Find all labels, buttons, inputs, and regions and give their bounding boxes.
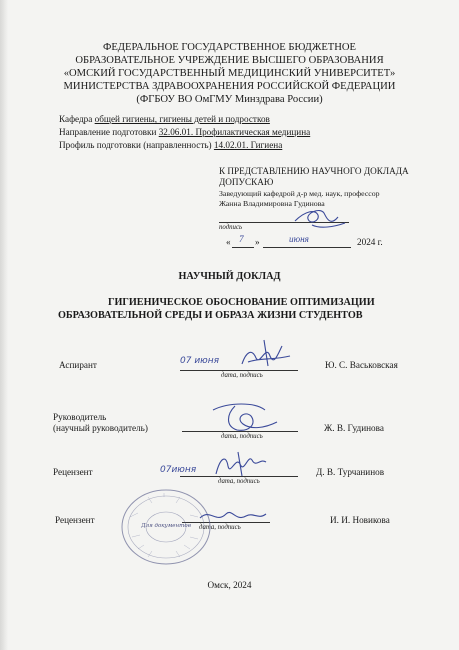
header-line-1: ФЕДЕРАЛЬНОЕ ГОСУДАРСТВЕННОЕ БЮДЖЕТНОЕ [102,42,357,53]
city-year: Омск, 2024 [207,580,252,590]
department-value: общей гигиены, гигиены детей и подростков [94,114,270,124]
approval-signature [290,205,350,231]
approval-line-3: Заведующий кафедрой д-р мед. наук, профессор [219,189,380,198]
sig-role-4: Рецензент [55,515,95,525]
stamp-center-text: Для документов [141,523,191,529]
sig-role-1: Аспирант [59,360,97,370]
sig-name-1: Ю. С. Васьковская [325,360,398,370]
sig-role-2b: (научный руководитель) [53,423,148,433]
approval-date-day: 7 [239,234,244,244]
profile-label: Профиль подготовки (направленность) [59,140,212,150]
title-line-1: ГИГИЕНИЧЕСКОЕ ОБОСНОВАНИЕ ОПТИМИЗАЦИИ [108,297,375,308]
approval-date-close: » [255,237,260,247]
signature-1 [178,336,298,372]
sig-role-3: Рецензент [53,467,93,477]
signature-4 [196,506,272,526]
direction-value: 32.06.01. Профилактическая медицина [158,127,311,137]
sig-caption-3: дата, подпись [218,478,260,485]
sig-name-4: И. И. Новикова [330,515,390,525]
approval-date-year: 2024 г. [357,237,383,247]
sig-caption-4: дата, подпись [199,524,241,531]
approval-line-4: Жанна Владимировна Гудинова [219,199,325,208]
signature-3 [158,448,278,480]
profile-line [59,140,282,150]
sig-name-3: Д. В. Турчанинов [316,467,385,477]
department-line [59,114,270,124]
direction-line [59,127,310,137]
stamp-seal [118,487,214,567]
sig-date-3: 07июня [160,465,197,475]
header-line-5: (ФГБОУ ВО ОмГМУ Минздрава России) [136,94,323,105]
sig-date-1: 07 июня [180,356,220,366]
document-type: НАУЧНЫЙ ДОКЛАД [178,271,281,282]
approval-date-open: « [226,237,231,247]
sig-name-2: Ж. В. Гудинова [324,423,384,433]
approval-date-month: июня [289,234,309,244]
sig-caption-2: дата, подпись [221,433,263,440]
approval-line-1: К ПРЕДСТАВЛЕНИЮ НАУЧНОГО ДОКЛАДА [219,166,409,176]
direction-label: Направление подготовки [59,127,157,137]
date-month-line [263,247,351,248]
signature-2 [205,400,285,436]
department-label: Кафедра [59,114,93,124]
approval-sign-caption: подпись [219,224,243,231]
sig-caption-1: дата, подпись [221,372,263,379]
sig-role-2: Руководитель [53,412,107,422]
approval-line-2: ДОПУСКАЮ [219,177,274,187]
header-line-4: МИНИСТЕРСТВА ЗДРАВООХРАНЕНИЯ РОССИЙСКОЙ ФЕДЕРАЦИИ [63,81,396,92]
header-line-2: ОБРАЗОВАТЕЛЬНОЕ УЧРЕЖДЕНИЕ ВЫСШЕГО ОБРАЗОВАНИЯ [75,55,384,66]
title-line-2: ОБРАЗОВАТЕЛЬНОЙ СРЕДЫ И ОБРАЗА ЖИЗНИ СТУДЕНТОВ [58,310,363,321]
header-line-3: «ОМСКИЙ ГОСУДАРСТВЕННЫЙ МЕДИЦИНСКИЙ УНИВЕРСИТЕТ» [63,68,396,79]
profile-value: 14.02.01. Гигиена [213,140,283,150]
date-day-line [232,247,254,248]
